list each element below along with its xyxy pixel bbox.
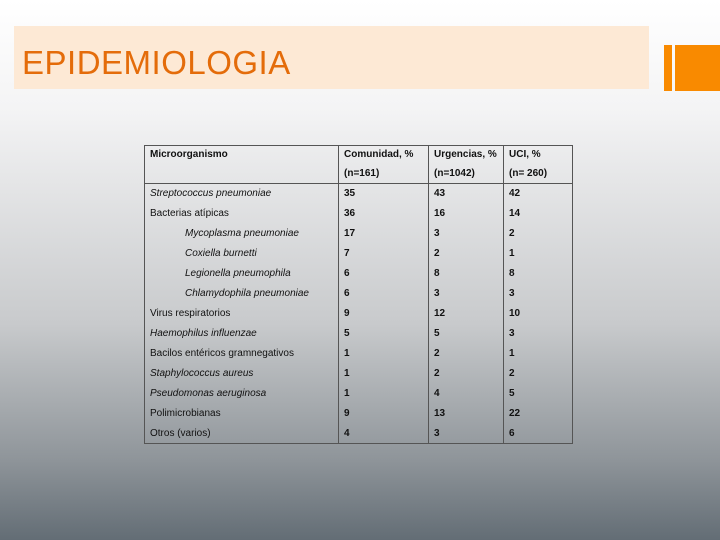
- value-cell: 1: [339, 344, 429, 364]
- table-row: [145, 224, 573, 244]
- subheader-cell: (n= 260): [504, 164, 573, 184]
- value-cell: 7: [339, 244, 429, 264]
- value-cell: 8: [429, 264, 504, 284]
- organism-cell: Polimicrobianas: [150, 408, 221, 419]
- table-header-row: [145, 146, 573, 164]
- organism-cell: Pseudomonas aeruginosa: [150, 388, 267, 399]
- subheader-cell: [145, 164, 339, 184]
- value-cell: 2: [504, 224, 573, 244]
- organism-cell: Streptococcus pneumoniae: [150, 188, 272, 200]
- table-row: [145, 304, 573, 324]
- table-row: [145, 404, 573, 424]
- value-cell: 2: [429, 344, 504, 364]
- subheader-cell: (n=1042): [429, 164, 504, 184]
- table-row: [145, 264, 573, 284]
- organism-cell: Staphylococcus aureus: [150, 368, 254, 379]
- value-cell: 36: [339, 204, 429, 224]
- value-cell: 5: [504, 384, 573, 404]
- value-cell: 6: [504, 424, 573, 444]
- table-row: [145, 424, 573, 444]
- table-row: [145, 384, 573, 404]
- value-cell: 35: [339, 184, 429, 204]
- value-cell: 5: [429, 324, 504, 344]
- value-cell: 3: [429, 284, 504, 304]
- title-box: [14, 26, 649, 89]
- value-cell: 16: [429, 204, 504, 224]
- value-cell: 3: [429, 224, 504, 244]
- epidemiology-table: [144, 145, 573, 444]
- value-cell: 4: [339, 424, 429, 444]
- accent-bar-thin: [664, 45, 672, 91]
- subheader-cell: (n=161): [339, 164, 429, 184]
- header-cell: UCI, %: [504, 146, 573, 164]
- header-cell: Urgencias, %: [429, 146, 504, 164]
- table-row: [145, 344, 573, 364]
- organism-cell: Bacilos entéricos gramnegativos: [150, 348, 294, 359]
- value-cell: 14: [504, 204, 573, 224]
- value-cell: 2: [504, 364, 573, 384]
- value-cell: 1: [339, 364, 429, 384]
- value-cell: 1: [339, 384, 429, 404]
- value-cell: 2: [429, 364, 504, 384]
- value-cell: 13: [429, 404, 504, 424]
- organism-cell: Mycoplasma pneumoniae: [185, 228, 299, 239]
- value-cell: 9: [339, 304, 429, 324]
- table-row: [145, 364, 573, 384]
- table-row: [145, 324, 573, 344]
- table-row: [145, 244, 573, 264]
- header-cell: Microorganismo: [150, 149, 228, 161]
- organism-cell: Bacterias atípicas: [150, 208, 229, 219]
- table-subheader-row: [145, 164, 573, 184]
- organism-cell: Haemophilus influenzae: [150, 328, 257, 339]
- value-cell: 12: [429, 304, 504, 324]
- accent-bar-wide: [675, 45, 720, 91]
- value-cell: 3: [504, 324, 573, 344]
- value-cell: 4: [429, 384, 504, 404]
- organism-cell: Chlamydophila pneumoniae: [185, 288, 309, 299]
- value-cell: 1: [504, 244, 573, 264]
- slide-title: EPIDEMIOLOGIA: [22, 44, 291, 81]
- table-row: [145, 284, 573, 304]
- organism-cell: Otros (varios): [150, 427, 211, 439]
- header-cell: Comunidad, %: [339, 146, 429, 164]
- table-row: [145, 184, 573, 204]
- organism-cell: Virus respiratorios: [150, 308, 231, 319]
- value-cell: 9: [339, 404, 429, 424]
- value-cell: 10: [504, 304, 573, 324]
- value-cell: 8: [504, 264, 573, 284]
- value-cell: 17: [339, 224, 429, 244]
- value-cell: 43: [429, 184, 504, 204]
- value-cell: 6: [339, 264, 429, 284]
- organism-cell: Coxiella burnetti: [185, 248, 257, 259]
- value-cell: 5: [339, 324, 429, 344]
- value-cell: 1: [504, 344, 573, 364]
- value-cell: 42: [504, 184, 573, 204]
- organism-cell: Legionella pneumophila: [185, 268, 291, 279]
- value-cell: 22: [504, 404, 573, 424]
- value-cell: 3: [504, 284, 573, 304]
- value-cell: 3: [429, 424, 504, 444]
- table-row: [145, 204, 573, 224]
- value-cell: 6: [339, 284, 429, 304]
- value-cell: 2: [429, 244, 504, 264]
